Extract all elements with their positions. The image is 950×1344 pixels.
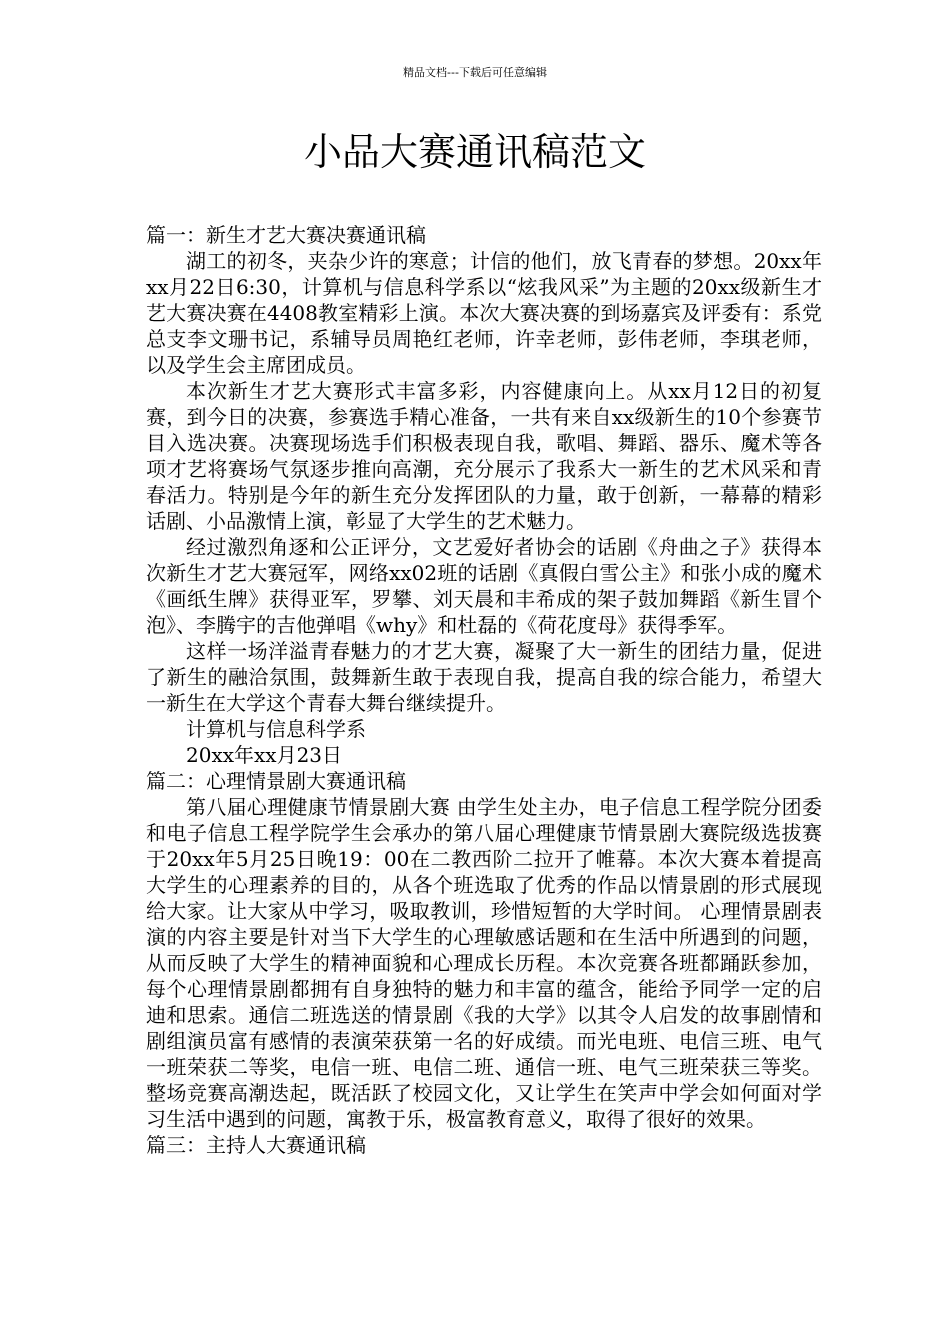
paragraph: 这样一场洋溢青春魅力的才艺大赛，凝聚了大一新生的团结力量，促进了新生的融洽氛围，鼓舞新生敢于表现自我，提高自我的综合能力，希望大一新生在大学这个青春大舞台继续提升。	[146, 639, 822, 715]
paragraph: 湖工的初冬，夹杂少许的寒意；计信的他们，放飞青春的梦想。20xx年xx月22日6:30，计算机与信息科学系以“炫我风采”为主题的20xx级新生才艺大赛决赛在4408教室精彩上演。本次大赛决赛的到场嘉宾及评委有：系党总支李文珊书记，系辅导员周艳红老师，许幸老师，彭伟老师，李琪老师，以及学生会主席团成员。	[146, 249, 822, 377]
signature-date: 20xx年xx月23日	[186, 743, 343, 767]
paragraph: 经过激烈角逐和公正评分，文艺爱好者协会的话剧《舟曲之子》获得本次新生才艺大赛冠军，网络xx02班的话剧《真假白雪公主》和张小成的魔术《画纸生牌》获得亚军，罗攀、刘天晨和丰希成的架子鼓加舞蹈《新生冒个泡》、李腾宇的吉他弹唱《why》和杜磊的《荷花度母》获得季军。	[146, 535, 822, 637]
paragraph: 本次新生才艺大赛形式丰富多彩，内容健康向上。从xx月12日的初复赛，到今日的决赛，参赛选手精心准备，一共有来自xx级新生的10个参赛节目入选决赛。决赛现场选手们积极表现自我，歌唱、舞蹈、器乐、魔术等各项才艺将赛场气氛逐步推向高潮，充分展示了我系大一新生的艺术风采和青春活力。特别是今年的新生充分发挥团队的力量，敢于创新，一幕幕的精彩话剧、小品激情上演，彰显了大学生的艺术魅力。	[146, 379, 822, 533]
document-body	[146, 222, 822, 1158]
signature-organization: 计算机与信息科学系	[186, 717, 366, 741]
paragraph: 第八届心理健康节情景剧大赛 由学生处主办，电子信息工程学院分团委和电子信息工程学院学生会承办的第八届心理健康节情景剧大赛院级选拔赛于20xx年5月25日晚19：00在二教西阶二拉开了帷幕。本次大赛本着提高大学生的心理素养的目的，从各个班选取了优秀的作品以情景剧的形式展现给大家。让大家从中学习，吸取教训，珍惜短暂的大学时间。 心理情景剧表演的内容主要是针对当下大学生的心理敏感话题和在生活中所遇到的问题，从而反映了大学生的精神面貌和心理成长历程。本次竞赛各班都踊跃参加，每个心理情景剧都拥有自身独特的魅力和丰富的蕴含，能给予同学一定的启迪和思索。通信二班选送的情景剧《我的大学》以其令人启发的故事剧情和剧组演员富有感情的表演荣获第一名的好成绩。而光电班、电信三班、电气一班荣获二等奖，电信一班、电信二班、通信一班、电气三班荣获三等奖。 整场竞赛高潮迭起，既活跃了校园文化，又让学生在笑声中学会如何面对学习生活中遇到的问题，寓教于乐，极富教育意义，取得了很好的效果。	[146, 795, 822, 1131]
section-heading-2: 篇二：心理情景剧大赛通讯稿	[146, 769, 406, 793]
section-heading-3: 篇三：主持人大赛通讯稿	[146, 1133, 366, 1157]
section-heading-1: 篇一：新生才艺大赛决赛通讯稿	[146, 223, 426, 247]
document-title: 小品大赛通讯稿范文	[303, 130, 646, 174]
header-note: 精品文档---下载后可任意编辑	[403, 66, 547, 79]
